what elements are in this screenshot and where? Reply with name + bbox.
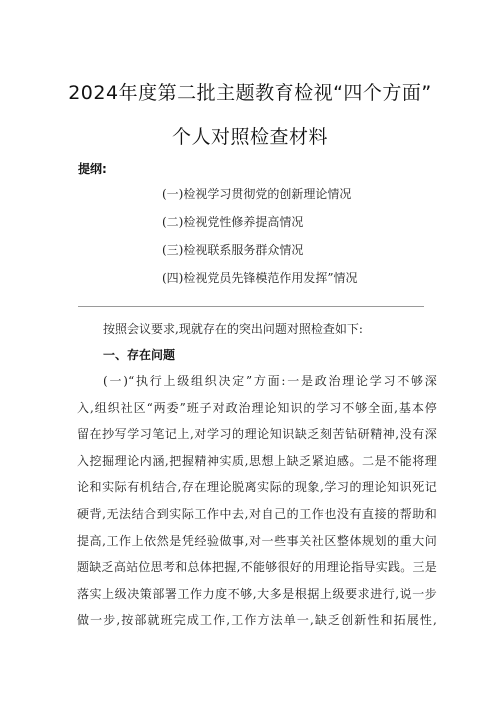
outline-label: 提纲: bbox=[78, 162, 107, 176]
paragraph-line: 落实上级决策部署工作力度不够,大多是根据上级要求进行,说一步 bbox=[77, 586, 437, 601]
paragraph-line: (一)“执行上级组织决定”方面:一是政治理论学习不够深 bbox=[103, 374, 437, 388]
outline-item: (二)检视党性修养提高情况 bbox=[162, 215, 304, 229]
intro-paragraph: 按照会议要求,现就存在的突出问题对照检查如下: bbox=[103, 322, 363, 336]
document-title-line-1: 2024年度第二批主题教育检视“四个方面” bbox=[68, 82, 432, 104]
paragraph-line: 入,组织社区“两委”班子对政治理论知识的学习不够全面,基本停 bbox=[77, 400, 437, 415]
paragraph-line: 论和实际有机结合,存在理论脱离实际的现象,学习的理论知识死记 bbox=[77, 480, 437, 495]
paragraph-line: 题缺乏高站位思考和总体把握,不能够很好的用理论指导实践。三是 bbox=[77, 560, 437, 575]
document-title-line-2: 个人对照检查材料 bbox=[171, 126, 328, 148]
divider bbox=[78, 306, 424, 307]
paragraph-line: 提高,工作上依然是凭经验做事,对一些事关社区整体规划的重大问 bbox=[77, 533, 437, 548]
paragraph-line: 入挖掘理论内涵,把握精神实质,思想上缺乏紧迫感。二是不能将理 bbox=[77, 453, 437, 468]
body-paragraph bbox=[77, 373, 437, 639]
paragraph-line: 留在抄写学习笔记上,对学习的理论知识缺乏刻苦钻研精神,没有深 bbox=[77, 427, 437, 442]
outline-item: (三)检视联系服务群众情况 bbox=[162, 243, 304, 257]
paragraph-line: 做一步,按部就班完成工作,工作方法单一,缺乏创新性和拓展性, bbox=[77, 613, 437, 628]
paragraph-line: 硬背,无法结合到实际工作中去,对自己的工作也没有直接的帮助和 bbox=[77, 506, 437, 521]
outline-list bbox=[162, 186, 358, 298]
outline-item: (一)检视学习贯彻党的创新理论情况 bbox=[162, 187, 352, 201]
section-heading: 一、存在问题 bbox=[103, 348, 176, 362]
outline-item: (四)检视党员先锋模范作用发挥”情况 bbox=[162, 271, 358, 285]
